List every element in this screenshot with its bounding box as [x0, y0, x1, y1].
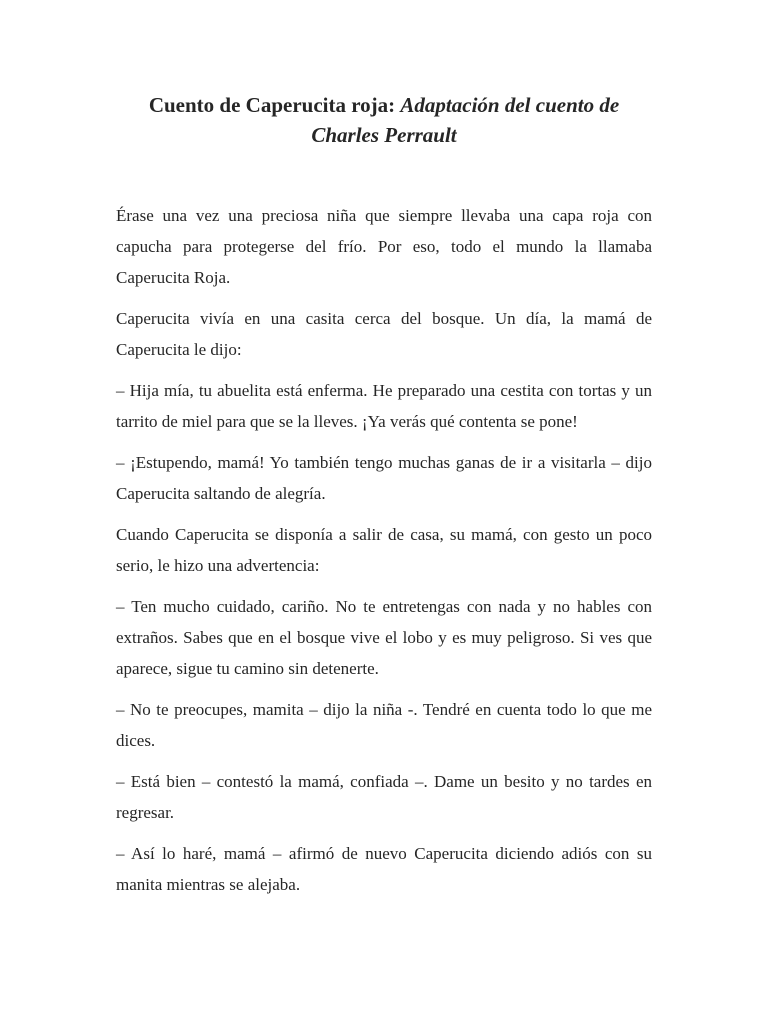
paragraph-5: Cuando Caperucita se disponía a salir de casa, su mamá, con gesto un poco serio, le hizo una advertencia: — [116, 525, 652, 575]
document-title — [100, 90, 668, 150]
paragraph-9: – Así lo haré, mamá – afirmó de nuevo Caperucita diciendo adiós con su manita mientras se alejaba. — [116, 844, 652, 894]
paragraph-2: Caperucita vivía en una casita cerca del bosque. Un día, la mamá de Caperucita le dijo: — [116, 309, 652, 359]
paragraph-3: – Hija mía, tu abuelita está enferma. He preparado una cestita con tortas y un tarrito de miel para que se la lleves. ¡Ya verás qué contenta se pone! — [116, 381, 652, 431]
paragraph-8: – Está bien – contestó la mamá, confiada –. Dame un besito y no tardes en regresar. — [116, 772, 652, 822]
story-body — [116, 200, 652, 910]
paragraph-4: – ¡Estupendo, mamá! Yo también tengo muchas ganas de ir a visitarla – dijo Caperucita saltando de alegría. — [116, 453, 652, 503]
title-italic-line-1: Adaptación del cuento de — [400, 93, 620, 117]
paragraph-6: – Ten mucho cuidado, cariño. No te entretengas con nada y no hables con extraños. Sabes que en el bosque vive el lobo y es muy peligroso. Si ves que aparece, sigue tu camino sin detenerte. — [116, 597, 652, 678]
title-italic-line-2: Charles Perrault — [311, 123, 457, 147]
title-plain: Cuento de Caperucita roja: — [148, 93, 401, 117]
paragraph-7: – No te preocupes, mamita – dijo la niña -. Tendré en cuenta todo lo que me dices. — [116, 700, 652, 750]
paragraph-1: Érase una vez una preciosa niña que siempre llevaba una capa roja con capucha para protegerse del frío. Por eso, todo el mundo la llamaba Caperucita Roja. — [116, 206, 652, 287]
